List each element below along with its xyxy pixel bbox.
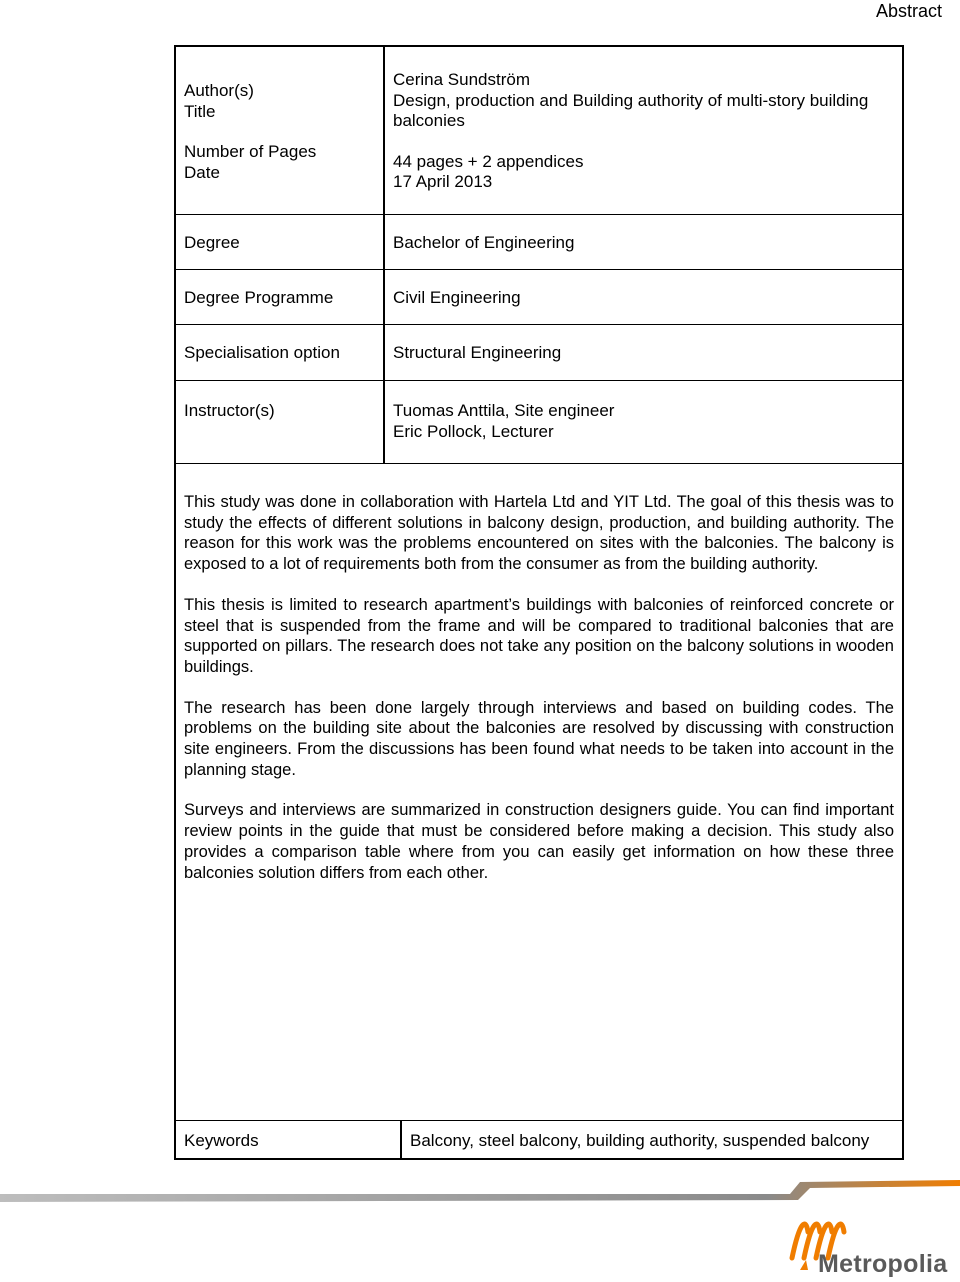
meta-labels [184,81,316,183]
meta-values [393,70,894,193]
keywords-value: Balcony, steel balcony, building authority, suspended balcony [410,1131,870,1150]
date-value: 17 April 2013 [393,172,493,191]
abstract-form [174,45,904,1160]
pages-label: Number of Pages [184,142,317,161]
programme-label: Degree Programme [184,288,334,307]
instructors-value [393,401,894,442]
page-header-label: Abstract [875,1,942,21]
keywords-divider [400,1121,402,1160]
abstract-body [184,492,894,903]
abstract-paragraph-4: Surveys and interviews are summarized in construction designers guide. You can find important review points in the guide that must be considered before making a decision. This study also provides a comparison table where from you can easily get information on how these three balconies solution differs from each other. [184,801,894,882]
programme-value: Civil Engineering [393,288,521,307]
meta-row-degree [176,215,902,270]
title-label: Title [184,101,216,121]
keywords-row [176,1120,902,1160]
author-label: Author(s) [184,81,254,100]
instructor-2: Eric Pollock, Lecturer [393,421,554,441]
specialisation-label: Specialisation option [184,343,340,362]
abstract-paragraph-3: The research has been done largely through interviews and based on building codes. The problems on the building site about the balconies are resolved by discussing with construction site engineers. From the discussions has been found what needs to be taken into account in the planning stage. [184,698,894,779]
meta-row-programme [176,270,902,325]
logo-text: Metropolia [818,1250,948,1278]
pages-value: 44 pages + 2 appendices [393,151,584,171]
specialisation-value: Structural Engineering [393,343,562,362]
meta-row-author-title [176,47,902,215]
degree-label: Degree [184,233,240,252]
title-value-line1: Design, production and Building authority of multi-story building [393,90,869,110]
keywords-label: Keywords [184,1131,259,1150]
author-value: Cerina Sundström [393,70,531,89]
instructors-label: Instructor(s) [184,401,275,420]
title-value-line2: balconies [393,111,465,130]
abstract-paragraph-1: This study was done in collaboration with Hartela Ltd and YIT Ltd. The goal of this thesis was to study the effects of different solutions in balcony design, production, and building authority. The reason for this work was the problems encountered on sites with the balconies. The balcony is exposed to a lot of requirements both from the consumer as from the building authority. [184,493,894,574]
meta-row-specialisation [176,325,902,381]
instructor-1: Tuomas Anttila, Site engineer [393,401,615,420]
date-label: Date [184,162,220,182]
abstract-paragraph-2: This thesis is limited to research apartment’s buildings with balconies of reinforced concrete or steel that is suspended from the frame and will be compared to traditional balconies that are supported on pillars. The research does not take any position on the balcony solutions in wooden buildings. [184,595,894,676]
meta-row-instructors [176,381,902,464]
degree-value: Bachelor of Engineering [393,233,575,252]
footer-swoosh [0,1180,960,1210]
